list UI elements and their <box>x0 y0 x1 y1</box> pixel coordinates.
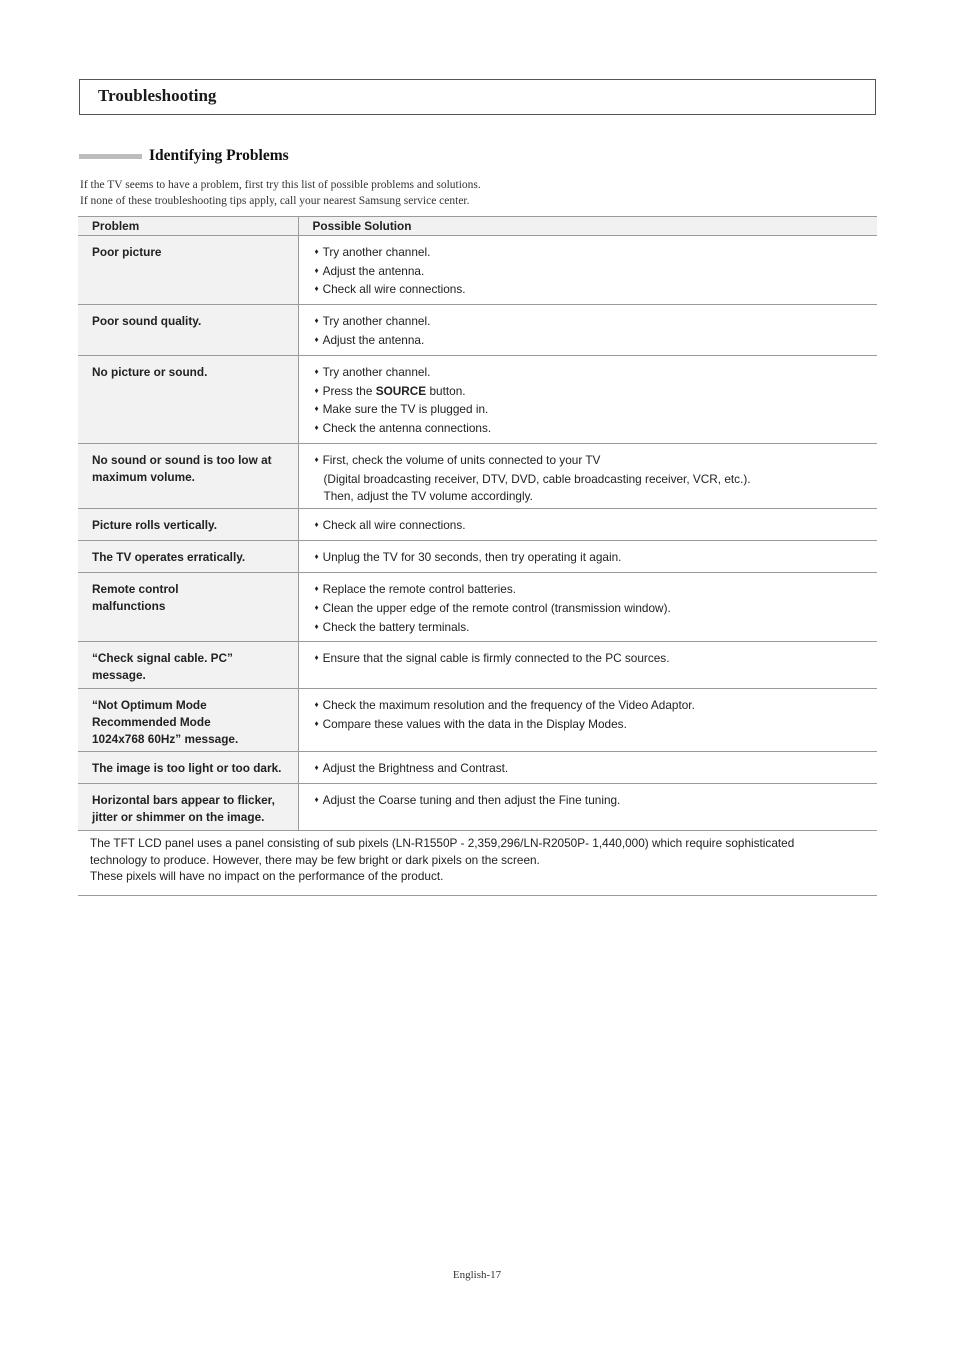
solution-item <box>315 332 872 351</box>
problem-cell <box>78 443 298 508</box>
solution-item <box>315 697 872 716</box>
solution-cell <box>298 355 877 443</box>
solution-item <box>315 263 872 282</box>
problem-text: Recommended Mode <box>92 714 211 729</box>
solution-cell <box>298 235 877 304</box>
solution-cell <box>298 443 877 508</box>
problem-text: Poor picture <box>92 244 162 259</box>
diamond-bullet-icon: ♦ <box>314 316 319 326</box>
problem-text: “Check signal cable. PC” <box>92 651 233 666</box>
solution-text: (Digital broadcasting receiver, DTV, DVD, cable broadcasting receiver, VCR, etc.). <box>323 471 751 486</box>
table-row <box>78 509 877 541</box>
solution-item <box>315 650 872 669</box>
table-row <box>78 443 877 508</box>
problem-text: Remote control <box>92 581 179 596</box>
problem-text: “Not Optimum Mode <box>92 697 207 712</box>
diamond-bullet-icon: ♦ <box>314 763 319 773</box>
solution-text: Unplug the TV for 30 seconds, then try operating it again. <box>322 550 622 565</box>
solution-item <box>315 401 872 420</box>
page-title: Troubleshooting <box>98 86 217 105</box>
problem-text: The image is too light or too dark. <box>92 761 282 776</box>
problem-text: No sound or sound is too low at <box>92 452 272 467</box>
solution-text: Replace the remote control batteries. <box>322 581 517 596</box>
solution-item <box>315 452 872 471</box>
problem-text: No picture or sound. <box>92 364 208 379</box>
table-body <box>78 235 877 830</box>
note-line: These pixels will have no impact on the performance of the product. <box>90 869 444 884</box>
table-row <box>78 752 877 784</box>
solution-text: Check the battery terminals. <box>322 619 470 634</box>
solution-item <box>315 600 872 619</box>
problem-cell <box>78 572 298 641</box>
intro-text <box>80 177 870 209</box>
solution-text: Check the maximum resolution and the frequency of the Video Adaptor. <box>322 697 695 712</box>
diamond-bullet-icon: ♦ <box>314 385 319 395</box>
diamond-bullet-icon: ♦ <box>314 621 319 631</box>
solution-cell <box>298 688 877 751</box>
diamond-bullet-icon: ♦ <box>314 552 319 562</box>
solution-cell <box>298 509 877 541</box>
table-row <box>78 235 877 304</box>
solution-text: Check the antenna connections. <box>322 421 492 436</box>
diamond-bullet-icon: ♦ <box>314 423 319 433</box>
diamond-bullet-icon: ♦ <box>314 366 319 376</box>
solution-text: Clean the upper edge of the remote control (transmission window). <box>322 600 671 615</box>
solution-text: Ensure that the signal cable is firmly connected to the PC sources. <box>322 651 670 666</box>
table-row <box>78 688 877 751</box>
solution-continuation <box>315 488 872 505</box>
diamond-bullet-icon: ♦ <box>314 653 319 663</box>
solution-text: button. <box>426 383 466 398</box>
solution-text: Adjust the antenna. <box>322 332 425 347</box>
diamond-bullet-icon: ♦ <box>314 334 319 344</box>
diamond-bullet-icon: ♦ <box>314 699 319 709</box>
problem-text: Horizontal bars appear to flicker, <box>92 793 275 808</box>
solution-cell <box>298 305 877 356</box>
problem-cell <box>78 752 298 784</box>
solution-continuation <box>315 471 872 488</box>
solution-cell <box>298 784 877 831</box>
solution-item <box>315 619 872 638</box>
solution-item <box>315 716 872 735</box>
diamond-bullet-icon: ♦ <box>314 246 319 256</box>
solution-cell <box>298 642 877 689</box>
note-line: technology to produce. However, there may be few bright or dark pixels on the screen. <box>90 852 540 867</box>
solution-item <box>315 549 872 568</box>
problem-cell <box>78 784 298 831</box>
solution-text: Press the <box>322 383 376 398</box>
intro-line: If the TV seems to have a problem, first try this list of possible problems and solutions. <box>80 179 481 191</box>
solution-item <box>315 281 872 300</box>
diamond-bullet-icon: ♦ <box>314 795 319 805</box>
diamond-bullet-icon: ♦ <box>314 602 319 612</box>
page-title-box <box>79 79 876 115</box>
column-header-problem: Problem <box>78 217 298 236</box>
note-line: The TFT LCD panel uses a panel consisting of sub pixels (LN-R1550P - 2,359,296/LN-R2050P- 1,440,000) which require sophisticated <box>90 835 795 850</box>
note-row <box>78 830 877 895</box>
problem-cell <box>78 541 298 573</box>
intro-line: If none of these troubleshooting tips apply, call your nearest Samsung service center. <box>80 195 470 207</box>
table-row <box>78 541 877 573</box>
solution-item <box>315 517 872 536</box>
solution-text: Check all wire connections. <box>322 282 466 297</box>
section-marker-bar <box>79 154 142 159</box>
solution-text: Then, adjust the TV volume accordingly. <box>323 488 533 503</box>
solution-text: Adjust the Brightness and Contrast. <box>322 761 509 776</box>
problem-text: Poor sound quality. <box>92 314 202 329</box>
solution-item <box>315 792 872 811</box>
solution-text: Try another channel. <box>322 364 431 379</box>
problem-text: maximum volume. <box>92 469 195 484</box>
problem-text: malfunctions <box>92 598 166 613</box>
solution-text: Check all wire connections. <box>322 518 466 533</box>
solution-text: Adjust the Coarse tuning and then adjust the Fine tuning. <box>322 793 621 808</box>
table-row <box>78 642 877 689</box>
table-row <box>78 784 877 831</box>
diamond-bullet-icon: ♦ <box>314 454 319 464</box>
problem-text: Picture rolls vertically. <box>92 518 218 533</box>
problem-cell <box>78 509 298 541</box>
diamond-bullet-icon: ♦ <box>314 265 319 275</box>
table-row <box>78 572 877 641</box>
problem-cell <box>78 235 298 304</box>
section-title: Identifying Problems <box>149 147 289 164</box>
problem-text: The TV operates erratically. <box>92 550 246 565</box>
column-header-solution: Possible Solution <box>298 217 877 236</box>
table-header-row <box>78 217 877 236</box>
table-row <box>78 305 877 356</box>
problem-text: jitter or shimmer on the image. <box>92 809 265 824</box>
solution-item <box>315 420 872 439</box>
problem-cell <box>78 642 298 689</box>
problem-text: message. <box>92 668 146 683</box>
solution-item <box>315 364 872 383</box>
diamond-bullet-icon: ♦ <box>314 583 319 593</box>
problem-cell <box>78 305 298 356</box>
problem-text: 1024x768 60Hz” message. <box>92 731 239 746</box>
diamond-bullet-icon: ♦ <box>314 520 319 530</box>
solution-cell <box>298 572 877 641</box>
problem-cell <box>78 355 298 443</box>
solution-text: Try another channel. <box>322 244 431 259</box>
diamond-bullet-icon: ♦ <box>314 284 319 294</box>
note-cell <box>78 830 877 895</box>
diamond-bullet-icon: ♦ <box>314 718 319 728</box>
solution-cell <box>298 752 877 784</box>
troubleshooting-table <box>78 216 877 896</box>
solution-item <box>315 760 872 779</box>
source-button-label: SOURCE <box>375 383 427 398</box>
solution-item <box>315 313 872 332</box>
problem-cell <box>78 688 298 751</box>
solution-text: Adjust the antenna. <box>322 263 425 278</box>
solution-text: Try another channel. <box>322 314 431 329</box>
solution-text: Make sure the TV is plugged in. <box>322 402 489 417</box>
page-number: English-17 <box>452 1269 502 1281</box>
solution-item <box>315 244 872 263</box>
solution-text: Compare these values with the data in the Display Modes. <box>322 716 627 731</box>
solution-item <box>315 383 872 402</box>
diamond-bullet-icon: ♦ <box>314 404 319 414</box>
solution-item <box>315 581 872 600</box>
solution-text: First, check the volume of units connected to your TV <box>322 452 601 467</box>
solution-cell <box>298 541 877 573</box>
table-row <box>78 355 877 443</box>
